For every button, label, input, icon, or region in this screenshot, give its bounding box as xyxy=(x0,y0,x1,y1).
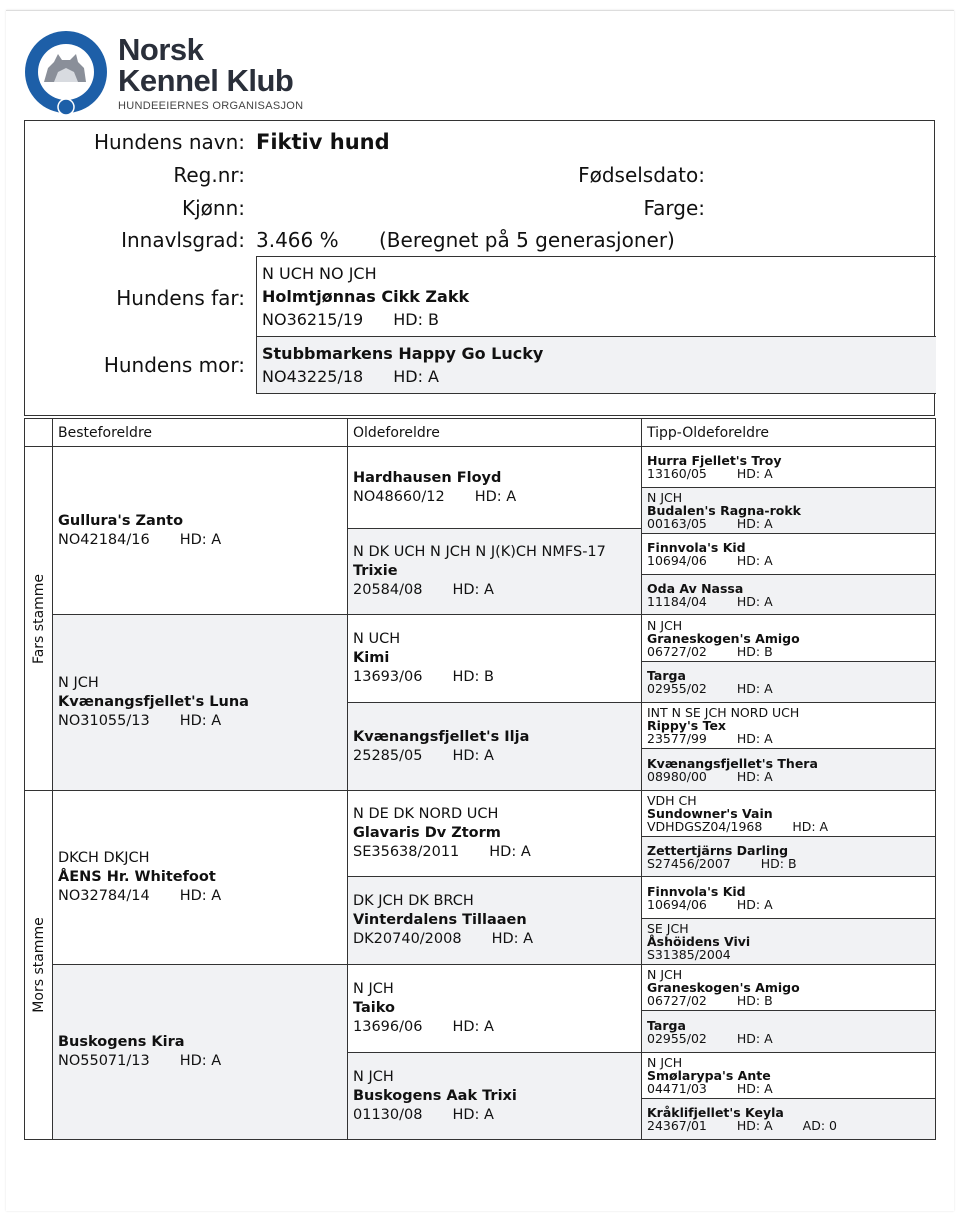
grandparent-4-cell xyxy=(53,965,348,1139)
grandparent-2-name: Kvænangsfjellet's Luna xyxy=(58,694,249,710)
brand-name-line2: Kennel Klub xyxy=(118,63,294,98)
great-great-grandparent-1-reg: 13160/05 xyxy=(647,466,707,481)
great-great-grandparent-13-hd: HD: B xyxy=(736,993,773,1008)
great-great-grandparent-7-title: INT N SE JCH NORD UCH xyxy=(647,705,800,720)
side-label-father-line: Fars stamme xyxy=(25,447,53,791)
great-great-grandparent-3-reg-line xyxy=(647,554,935,567)
great-grandparent-1-cell xyxy=(348,447,642,529)
great-grandparent-2-name: Trixie xyxy=(353,563,398,579)
great-grandparent-8-hd: HD: A xyxy=(452,1106,494,1123)
great-great-grandparent-3-name: Finnvola's Kid xyxy=(647,540,746,555)
inbreeding-label: Innavlsgrad: xyxy=(121,228,245,252)
mother-label: Hundens mor: xyxy=(103,353,245,377)
great-great-grandparent-8-cell xyxy=(642,749,935,791)
brand-subtitle: HUNDEEIERNES ORGANISASJON xyxy=(118,100,304,112)
great-great-grandparent-5-hd: HD: B xyxy=(736,643,773,659)
grandparent-3-title: DKCH DKJCH xyxy=(58,850,150,866)
grandparent-3-reg-line xyxy=(58,887,347,906)
grandparent-4-reg-line xyxy=(58,1052,347,1071)
great-grandparent-3-hd: HD: B xyxy=(452,669,494,685)
father-box xyxy=(256,256,936,337)
grandparent-2-reg: NO31055/13 xyxy=(58,713,150,729)
grandparent-3-name: ÅENS Hr. Whitefoot xyxy=(58,869,216,885)
color-label: Farge: xyxy=(643,196,705,220)
great-great-grandparent-14-name: Targa xyxy=(647,1017,686,1033)
great-grandparent-1-reg: NO48660/12 xyxy=(353,488,445,505)
grandparent-1-reg: NO42184/16 xyxy=(58,531,150,548)
great-grandparent-5-title: N DE DK NORD UCH xyxy=(353,806,499,822)
great-great-grandparent-6-name: Targa xyxy=(647,668,686,683)
great-grandparent-3-reg-line xyxy=(353,668,641,687)
great-great-grandparent-9-reg-line xyxy=(647,820,935,833)
great-great-grandparent-1-hd: HD: A xyxy=(736,466,773,481)
great-great-grandparent-9-hd: HD: A xyxy=(792,819,829,834)
great-great-grandparent-12-cell xyxy=(642,919,935,965)
great-grandparent-8-title: N JCH xyxy=(353,1068,394,1085)
great-great-grandparent-5-reg-line xyxy=(647,645,935,658)
father-reg-line xyxy=(257,308,936,331)
great-great-grandparent-11-hd: HD: A xyxy=(736,896,773,912)
great-great-grandparent-14-hd: HD: A xyxy=(736,1030,773,1046)
side-label-mother-line: Mors stamme xyxy=(25,791,53,1139)
grandparent-3-cell xyxy=(53,791,348,965)
grandparent-1-reg-line xyxy=(58,531,347,550)
great-great-grandparent-2-title: N JCH xyxy=(647,490,683,505)
great-grandparent-7-title: N JCH xyxy=(353,981,394,997)
reg-label: Reg.nr: xyxy=(173,163,245,187)
great-grandparent-2-cell xyxy=(348,529,642,615)
great-great-grandparent-16-ad: AD: 0 xyxy=(802,1118,837,1133)
great-great-grandparent-15-reg-line xyxy=(647,1082,935,1095)
great-great-grandparent-10-reg-line xyxy=(647,857,935,870)
great-grandparent-1-reg-line xyxy=(353,488,641,507)
great-great-grandparent-5-title: N JCH xyxy=(647,617,683,633)
great-great-grandparent-11-name: Finnvola's Kid xyxy=(647,883,746,899)
great-great-grandparent-15-cell xyxy=(642,1053,935,1099)
father-title: N UCH NO JCH xyxy=(262,264,377,283)
great-grandparent-4-reg-line xyxy=(353,747,641,766)
father-label: Hundens far: xyxy=(116,286,245,310)
grandparent-2-reg-line xyxy=(58,712,347,731)
grandparent-4-reg: NO55071/13 xyxy=(58,1053,150,1069)
great-great-grandparent-13-reg-line xyxy=(647,994,935,1007)
great-great-grandparent-9-name: Sundowner's Vain xyxy=(647,806,773,821)
mother-name: Stubbmarkens Happy Go Lucky xyxy=(262,344,544,363)
great-great-grandparent-5-cell xyxy=(642,615,935,662)
grandparent-3-reg: NO32784/14 xyxy=(58,888,150,904)
great-grandparent-4-name: Kvænangsfjellet's Ilja xyxy=(353,728,530,745)
great-great-grandparent-8-name: Kvænangsfjellet's Thera xyxy=(647,755,818,771)
birthdate-label: Fødselsdato: xyxy=(578,163,705,187)
great-great-grandparent-5-reg: 06727/02 xyxy=(647,643,707,659)
grandparent-1-hd: HD: A xyxy=(179,531,222,548)
dog-name-value: Fiktiv hund xyxy=(256,130,390,154)
header-great-grandparents: Oldeforeldre xyxy=(348,419,642,447)
great-great-grandparent-11-reg-line xyxy=(647,898,935,911)
great-grandparent-6-name: Vinterdalens Tillaaen xyxy=(353,912,527,928)
great-grandparent-7-reg-line xyxy=(353,1018,641,1037)
great-great-grandparent-5-name: Graneskogen's Amigo xyxy=(647,630,800,646)
great-great-grandparent-11-reg: 10694/06 xyxy=(647,896,707,912)
great-great-grandparent-7-hd: HD: A xyxy=(736,731,773,746)
great-grandparent-8-reg: 01130/08 xyxy=(353,1106,423,1123)
great-great-grandparent-14-reg-line xyxy=(647,1032,935,1045)
great-great-grandparent-2-hd: HD: A xyxy=(736,516,773,531)
nkk-seal-logo xyxy=(24,28,108,116)
great-great-grandparent-4-hd: HD: A xyxy=(736,593,773,609)
great-grandparent-4-hd: HD: A xyxy=(452,747,494,764)
great-great-grandparent-12-reg-line xyxy=(647,948,935,961)
great-great-grandparent-12-reg: S31385/2004 xyxy=(647,947,731,962)
father-hd: HD: B xyxy=(393,310,440,329)
great-great-grandparent-1-cell xyxy=(642,447,935,488)
great-great-grandparent-7-reg: 23577/99 xyxy=(647,731,707,746)
great-grandparent-2-title: N DK UCH N JCH N J(K)CH NMFS-17 xyxy=(353,544,606,560)
grandparent-1-cell xyxy=(53,447,348,615)
great-grandparent-5-cell xyxy=(348,791,642,877)
great-great-grandparent-15-hd: HD: A xyxy=(736,1081,773,1096)
great-grandparent-5-hd: HD: A xyxy=(489,844,531,860)
great-grandparent-2-hd: HD: A xyxy=(452,582,494,598)
great-grandparent-7-cell xyxy=(348,965,642,1053)
great-great-grandparent-7-reg-line xyxy=(647,732,935,745)
great-grandparent-7-name: Taiko xyxy=(353,1000,395,1016)
mother-box xyxy=(256,336,936,394)
father-name: Holmtjønnas Cikk Zakk xyxy=(262,287,470,306)
great-great-grandparent-13-cell xyxy=(642,965,935,1011)
great-great-grandparent-10-hd: HD: B xyxy=(760,855,797,871)
great-great-grandparent-8-hd: HD: A xyxy=(736,768,773,784)
mother-reg: NO43225/18 xyxy=(262,367,364,386)
great-great-grandparent-4-cell xyxy=(642,575,935,615)
great-great-grandparent-1-reg-line xyxy=(647,467,935,480)
great-grandparent-8-name: Buskogens Aak Trixi xyxy=(353,1087,517,1104)
great-grandparent-5-reg: SE35638/2011 xyxy=(353,844,460,860)
great-grandparent-8-cell xyxy=(348,1053,642,1139)
great-grandparent-1-name: Hardhausen Floyd xyxy=(353,469,502,486)
inbreeding-value: 3.466 % xyxy=(256,228,339,252)
great-great-grandparent-16-cell xyxy=(642,1099,935,1139)
great-grandparent-8-reg-line xyxy=(353,1106,641,1125)
inbreeding-note: (Beregnet på 5 generasjoner) xyxy=(379,228,675,252)
great-great-grandparent-3-hd: HD: A xyxy=(736,553,773,568)
great-grandparent-3-title: N UCH xyxy=(353,631,401,647)
great-great-grandparent-6-reg: 02955/02 xyxy=(647,681,707,696)
great-great-grandparent-12-name: Åshöidens Vivi xyxy=(647,934,751,949)
great-great-grandparent-10-reg: S27456/2007 xyxy=(647,855,731,871)
dog-info-box xyxy=(24,120,935,416)
dog-name-label: Hundens navn: xyxy=(93,130,245,154)
great-great-grandparent-7-cell xyxy=(642,703,935,749)
great-great-grandparent-2-name: Budalen's Ragna-rokk xyxy=(647,503,801,518)
great-great-grandparent-15-reg: 04471/03 xyxy=(647,1081,707,1096)
great-grandparent-6-reg: DK20740/2008 xyxy=(353,931,462,947)
brand-name-line1: Norsk xyxy=(118,32,204,67)
great-great-grandparent-7-name: Rippy's Tex xyxy=(647,718,726,733)
great-great-grandparent-16-hd: HD: A xyxy=(736,1118,773,1133)
great-great-grandparent-3-cell xyxy=(642,534,935,575)
brand-block xyxy=(118,34,303,112)
grandparent-3-hd: HD: A xyxy=(179,888,222,904)
great-grandparent-3-cell xyxy=(348,615,642,703)
great-great-grandparent-16-name: Kråklifjellet's Keyla xyxy=(647,1105,784,1120)
header-blank xyxy=(25,419,53,447)
great-grandparent-3-name: Kimi xyxy=(353,650,390,666)
great-great-grandparent-9-reg: VDHDGSZ04/1968 xyxy=(647,819,763,834)
grandparent-1-name: Gullura's Zanto xyxy=(58,512,184,529)
great-great-grandparent-11-cell xyxy=(642,877,935,919)
great-great-grandparent-2-reg: 00163/05 xyxy=(647,516,707,531)
sex-label: Kjønn: xyxy=(182,196,245,220)
great-great-grandparent-13-title: N JCH xyxy=(647,967,683,982)
great-great-grandparent-4-reg: 11184/04 xyxy=(647,593,707,609)
great-great-grandparent-8-reg: 08980/00 xyxy=(647,768,707,784)
great-great-grandparent-2-reg-line xyxy=(647,517,935,530)
great-great-grandparent-9-title: VDH CH xyxy=(647,793,697,808)
great-grandparent-3-reg: 13693/06 xyxy=(353,669,423,685)
great-grandparent-5-reg-line xyxy=(353,843,641,862)
great-great-grandparent-3-reg: 10694/06 xyxy=(647,553,707,568)
great-grandparent-7-hd: HD: A xyxy=(452,1019,494,1035)
great-great-grandparent-4-name: Oda Av Nassa xyxy=(647,580,744,596)
great-grandparent-7-reg: 13696/06 xyxy=(353,1019,423,1035)
great-grandparent-6-cell xyxy=(348,877,642,965)
great-great-grandparent-13-name: Graneskogen's Amigo xyxy=(647,980,800,995)
mother-hd: HD: A xyxy=(393,367,439,386)
great-great-grandparent-6-cell xyxy=(642,662,935,703)
pedigree-table xyxy=(24,418,936,1140)
great-grandparent-5-name: Glavaris Dv Ztorm xyxy=(353,825,501,841)
grandparent-4-name: Buskogens Kira xyxy=(58,1034,185,1050)
great-great-grandparent-8-reg-line xyxy=(647,770,935,783)
great-great-grandparent-1-name: Hurra Fjellet's Troy xyxy=(647,453,782,468)
great-great-grandparent-6-hd: HD: A xyxy=(736,681,773,696)
great-grandparent-4-cell xyxy=(348,703,642,791)
great-great-grandparent-15-name: Smølarypa's Ante xyxy=(647,1068,771,1083)
father-reg: NO36215/19 xyxy=(262,310,364,329)
great-great-grandparent-10-name: Zettertjärns Darling xyxy=(647,842,789,858)
header-great-great-grandparents: Tipp-Oldeforeldre xyxy=(642,419,935,447)
great-great-grandparent-2-cell xyxy=(642,488,935,534)
grandparent-2-hd: HD: A xyxy=(179,713,222,729)
great-great-grandparent-16-reg-line xyxy=(647,1119,935,1132)
mother-reg-line xyxy=(257,365,936,388)
great-grandparent-2-reg: 20584/08 xyxy=(353,582,423,598)
great-great-grandparent-6-reg-line xyxy=(647,682,935,695)
great-grandparent-1-hd: HD: A xyxy=(474,488,517,505)
great-great-grandparent-12-title: SE JCH xyxy=(647,921,689,936)
great-grandparent-4-reg: 25285/05 xyxy=(353,747,423,764)
great-grandparent-6-title: DK JCH DK BRCH xyxy=(353,893,474,909)
grandparent-2-cell xyxy=(53,615,348,791)
great-great-grandparent-13-reg: 06727/02 xyxy=(647,993,707,1008)
great-great-grandparent-14-reg: 02955/02 xyxy=(647,1030,707,1046)
great-great-grandparent-10-cell xyxy=(642,837,935,877)
grandparent-2-title: N JCH xyxy=(58,675,99,691)
great-great-grandparent-14-cell xyxy=(642,1011,935,1053)
great-great-grandparent-16-reg: 24367/01 xyxy=(647,1118,707,1133)
great-grandparent-2-reg-line xyxy=(353,581,641,600)
header-grandparents: Besteforeldre xyxy=(53,419,348,447)
great-grandparent-6-hd: HD: A xyxy=(491,931,534,947)
great-grandparent-6-reg-line xyxy=(353,930,641,949)
grandparent-4-hd: HD: A xyxy=(179,1053,222,1069)
great-great-grandparent-4-reg-line xyxy=(647,595,935,608)
great-great-grandparent-15-title: N JCH xyxy=(647,1055,683,1070)
great-great-grandparent-9-cell xyxy=(642,791,935,837)
